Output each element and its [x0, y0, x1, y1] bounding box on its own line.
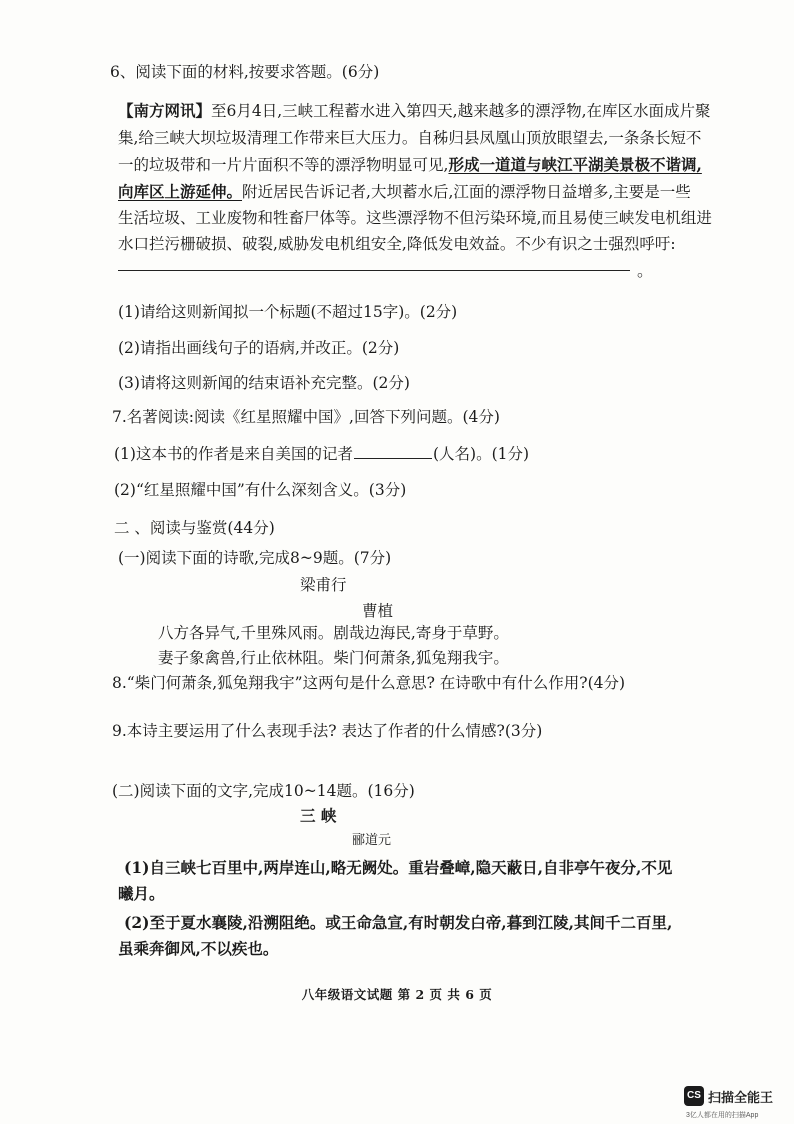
essay-title: 三 峡 — [300, 806, 337, 825]
q7-heading: 7.名著阅读:阅读《红星照耀中国》,回答下列问题。(4分) — [112, 408, 500, 426]
q9: 9.本诗主要运用了什么表现手法? 表达了作者的什么情感?(3分) — [112, 722, 543, 740]
q6-paragraph-line-3 — [118, 155, 702, 175]
poem-author: 曹植 — [362, 602, 394, 620]
q7-sub2: (2)“红星照耀中国”有什么深刻含义。(3分) — [114, 481, 407, 499]
q6-paragraph-line-2: 集,给三峡大坝垃圾清理工作带来巨大压力。自秭归县凤凰山顶放眼望去,一条条长短不 — [118, 129, 702, 147]
q7-sub1 — [114, 444, 529, 464]
essay-para1-line2: 曦月。 — [118, 884, 165, 903]
poem-line-1: 八方各异气,千里殊风雨。剧哉边海民,寄身于草野。 — [158, 624, 509, 642]
essay-para1-line1: (1)自三峡七百里中,两岸连山,略无阙处。重岩叠嶂,隐天蔽日,自非亭午夜分,不见 — [124, 858, 673, 877]
essay-para2-line1: (2)至于夏水襄陵,沿溯阻绝。或王命急宣,有时朝发白帝,暮到江陵,其间千二百里, — [124, 913, 673, 932]
q6-p1-text: 至6月4日,三峡工程蓄水进入第四天,越来越多的漂浮物,在库区水面成片聚 — [211, 102, 711, 120]
q6-p3-text: 一的垃圾带和一片片面积不等的漂浮物明显可见, — [118, 156, 449, 174]
q6-p4-text: 附近居民告诉记者,大坝蓄水后,江面的漂浮物日益增多,主要是一些 — [242, 183, 691, 201]
essay-para2-line2: 虽乘奔御风,不以疾也。 — [118, 939, 279, 958]
q7-author-blank — [354, 444, 432, 459]
q7-sub1-after: (人名)。(1分) — [432, 445, 530, 463]
q8: 8.“柴门何萧条,狐兔翔我宇”这两句是什么意思? 在诗歌中有什么作用?(4分) — [112, 674, 626, 692]
section2-heading: 二 、阅读与鉴赏(44分) — [114, 519, 275, 537]
scanner-app-name: 扫描全能王 — [708, 1090, 774, 1105]
q6-paragraph-line-5: 生活垃圾、工业废物和牲畜尸体等。这些漂浮物不但污染环境,而且易使三峡发电机组进 — [118, 209, 712, 227]
q6-underlined-sentence-part2: 向库区上游延伸。 — [118, 182, 243, 201]
poem-title: 梁甫行 — [300, 576, 347, 594]
q6-source-tag: 【南方网讯】 — [118, 101, 212, 120]
q6-paragraph-line-6: 水口拦污栅破损、破裂,威胁发电机组安全,降低发电效益。不少有识之士强烈呼吁: — [118, 235, 676, 253]
part1-heading: (一)阅读下面的诗歌,完成8~9题。(7分) — [118, 549, 392, 567]
q6-sub1: (1)请给这则新闻拟一个标题(不超过15字)。(2分) — [118, 303, 458, 321]
q7-sub1-before: (1)这本书的作者是来自美国的记者 — [114, 445, 353, 463]
q6-heading: 6、阅读下面的材料,按要求答题。(6分) — [110, 63, 380, 81]
part2-heading: (二)阅读下面的文字,完成10~14题。(16分) — [112, 782, 415, 800]
page-footer: 八年级语文试题 第 2 页 共 6 页 — [301, 987, 493, 1002]
essay-author: 郦道元 — [352, 833, 392, 848]
q6-paragraph-line-1 — [118, 101, 711, 121]
q6-paragraph-line-4 — [118, 182, 691, 202]
q6-answer-blank-line — [118, 270, 630, 271]
q6-sub2: (2)请指出画线句子的语病,并改正。(2分) — [118, 339, 400, 357]
scanner-app-slogan: 3亿人都在用的扫描App — [686, 1112, 759, 1119]
scanner-watermark — [684, 1086, 794, 1122]
q6-underlined-sentence-part1: 形成一道道与峡江平湖美景极不谐调, — [448, 155, 702, 174]
scanner-logo-icon: CS — [684, 1086, 704, 1106]
q6-blank-period: 。 — [637, 261, 654, 280]
poem-line-2: 妻子象禽兽,行止依林阻。柴门何萧条,狐兔翔我宇。 — [158, 649, 509, 667]
q6-sub3: (3)请将这则新闻的结束语补充完整。(2分) — [118, 374, 410, 392]
